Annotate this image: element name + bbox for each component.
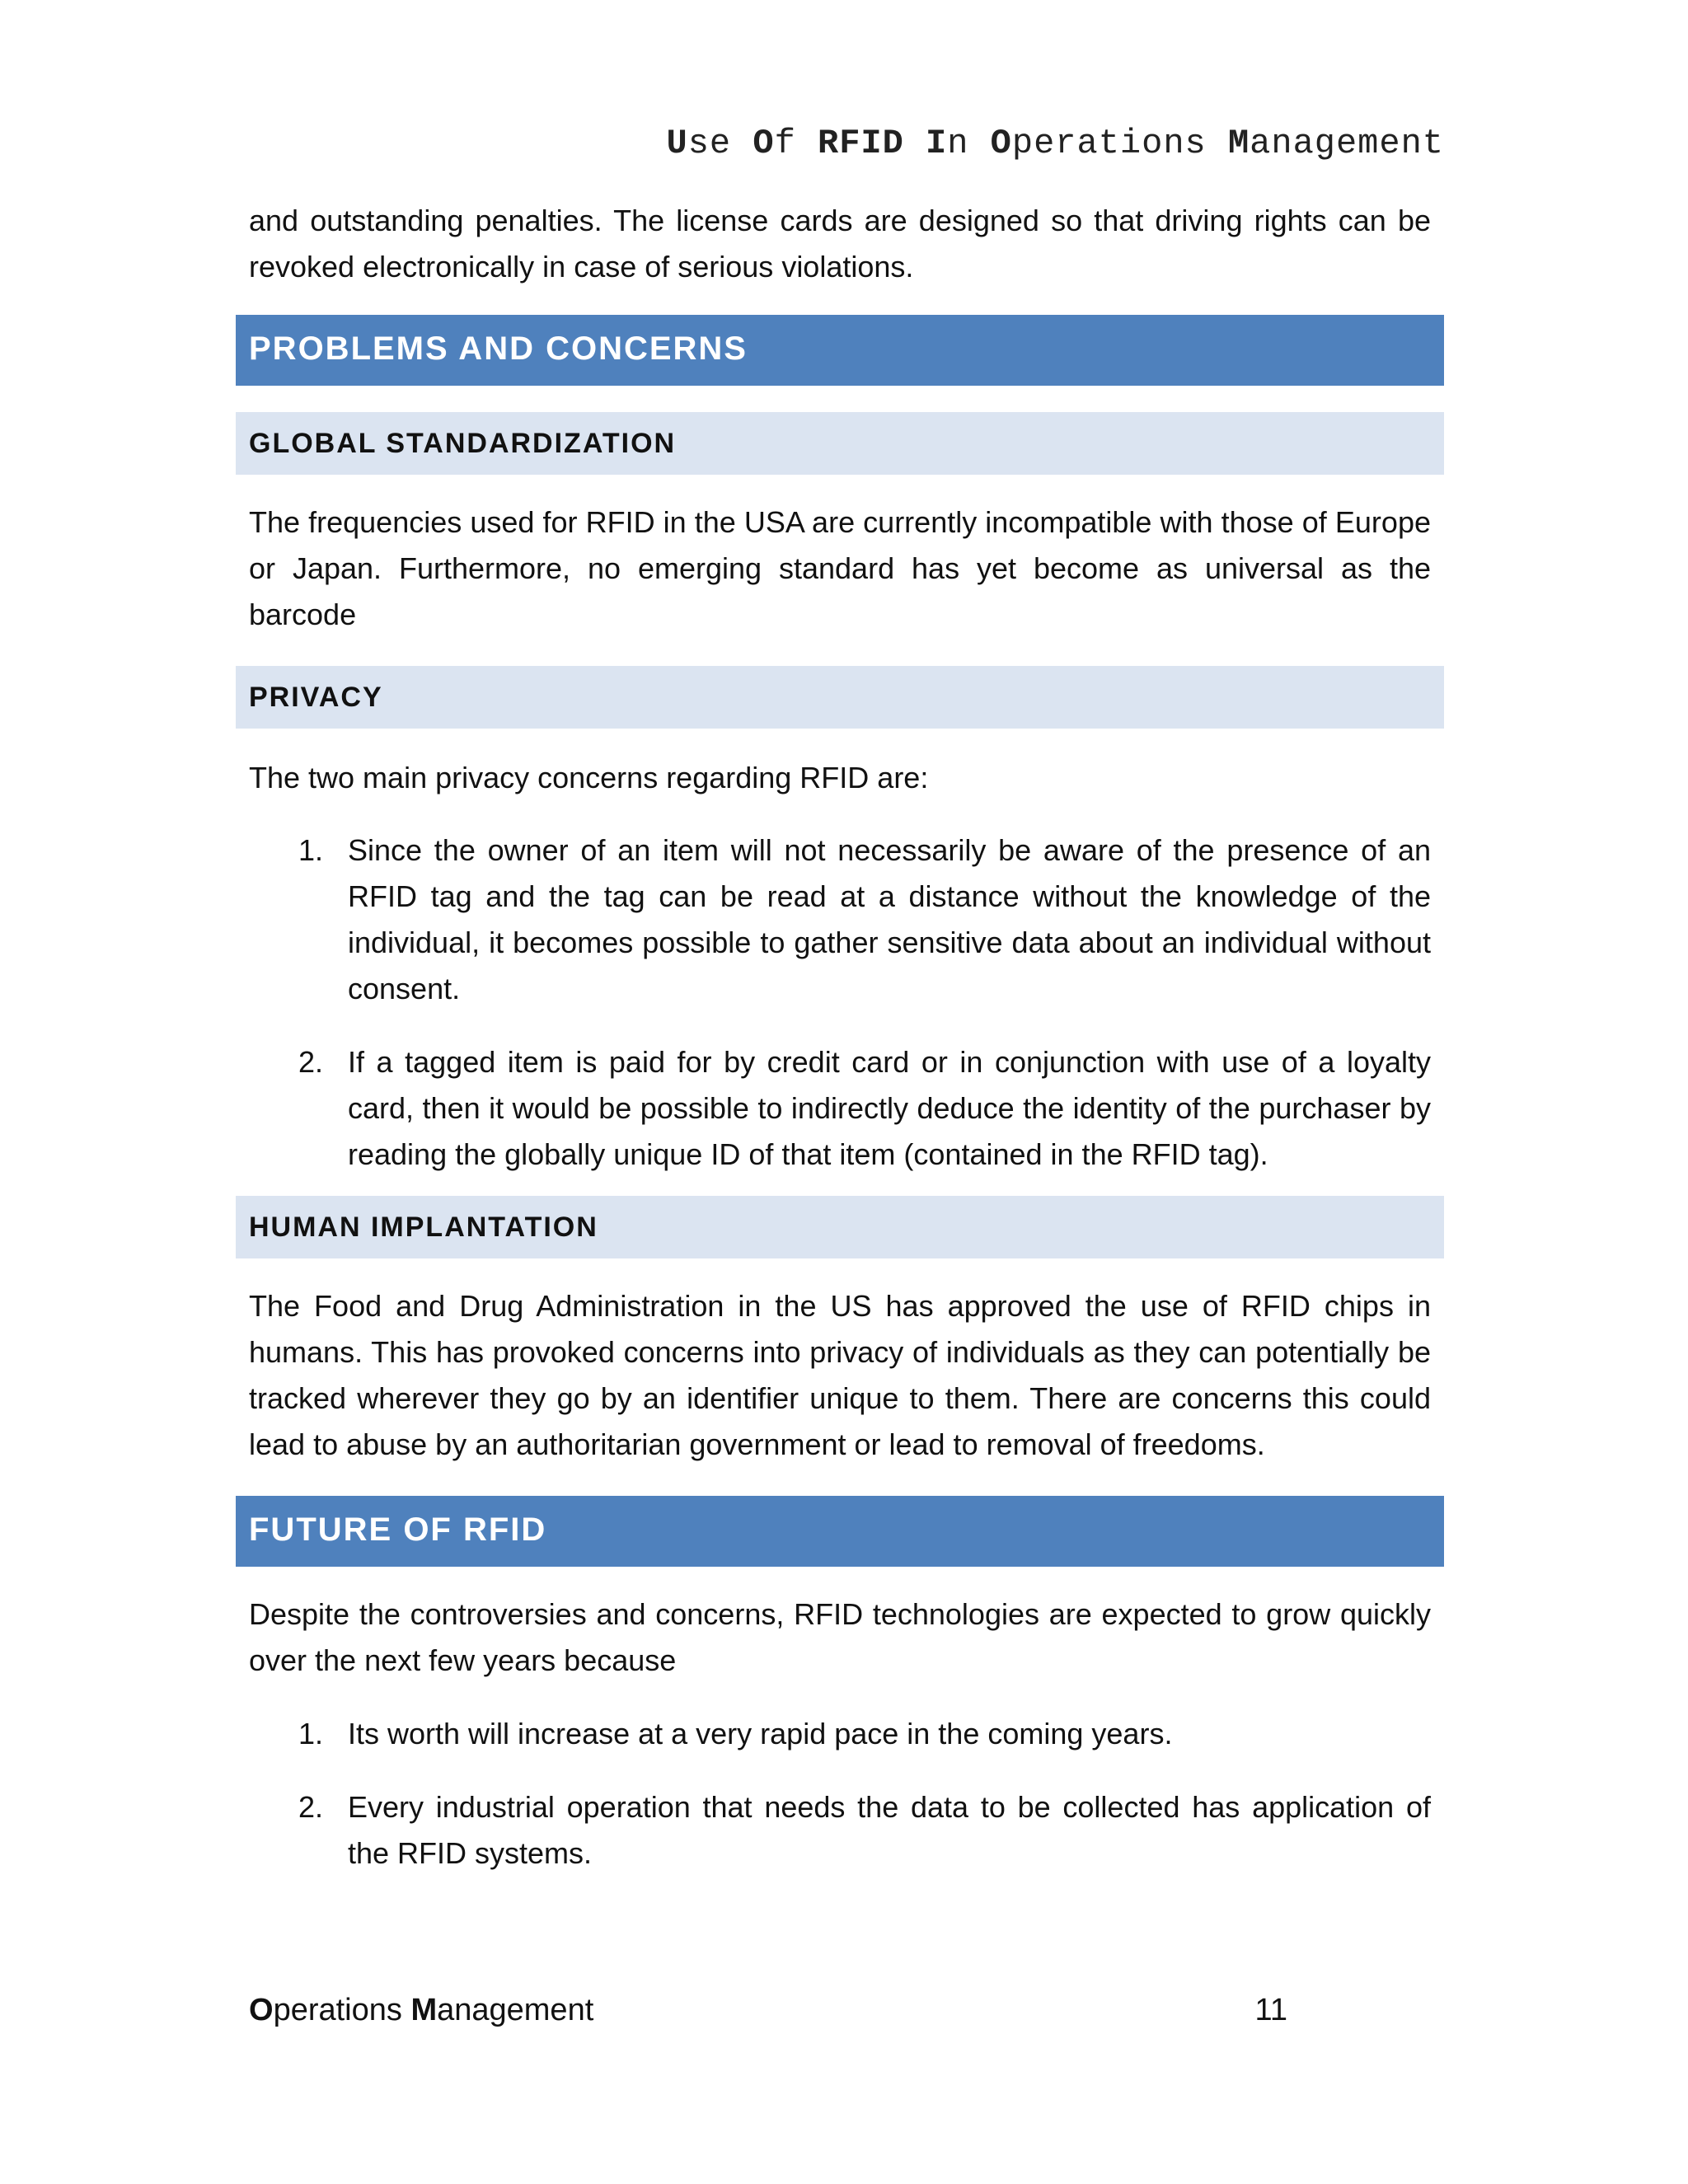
footer-title bbox=[249, 1993, 593, 2028]
list-item-number: 1. bbox=[298, 833, 324, 867]
list-item bbox=[298, 1039, 1431, 1178]
list-item-text: Every industrial operation that needs the data to be collected has application of the RFID systems. bbox=[348, 1790, 1431, 1870]
header-word: perations bbox=[1011, 124, 1228, 163]
human-implantation-paragraph: The Food and Drug Administration in the US has approved the use of RFID chips in humans. This has provoked concerns into privacy of individuals as they can potentially be tracked wherever they go by an identifier unique to them. There are concerns this could lead to abuse by an authoritarian government or lead to removal of freedoms. bbox=[249, 1289, 1431, 1461]
intro-paragraph: and outstanding penalties. The license cards are designed so that driving rights can be revoked electronically in case of serious violations. bbox=[249, 204, 1431, 284]
heading-problems-and-concerns: PROBLEMS AND CONCERNS bbox=[236, 315, 1444, 386]
footer-word: anagement bbox=[437, 1993, 594, 2027]
future-paragraph: Despite the controversies and concerns, RFID technologies are expected to grow quickly over the next few years because bbox=[249, 1597, 1431, 1677]
header-initial: I bbox=[926, 124, 948, 163]
privacy-paragraph: The two main privacy concerns regarding RFID are: bbox=[249, 761, 929, 794]
list-item-number: 1. bbox=[298, 1717, 324, 1750]
header-word bbox=[904, 124, 926, 163]
list-item-number: 2. bbox=[298, 1045, 324, 1079]
header-word: n bbox=[947, 124, 991, 163]
list-item-number: 2. bbox=[298, 1790, 324, 1824]
heading-privacy: PRIVACY bbox=[236, 666, 1444, 729]
list-item-text: If a tagged item is paid for by credit card or in conjunction with use of a loyalty card, then it would be possible to indirectly deduce the identity of the purchaser by reading the globally unique ID of that item (contained in the RFID tag). bbox=[348, 1045, 1431, 1171]
header-word: se bbox=[687, 124, 753, 163]
list-item bbox=[298, 1784, 1431, 1877]
global-standardization-paragraph: The frequencies used for RFID in the USA are currently incompatible with those of Europe or Japan. Furthermore, no emerging standard has yet become as universal as the barcode bbox=[249, 505, 1431, 631]
list-item-text: Since the owner of an item will not necessarily be aware of the presence of an RFID tag and the tag can be read at a distance without the knowledge of the individual, it becomes possible to gather sensitive data about an individual without consent. bbox=[348, 833, 1431, 1005]
footer-word: perations bbox=[273, 1993, 411, 2027]
list-item bbox=[298, 1711, 1431, 1757]
heading-human-implantation: HUMAN IMPLANTATION bbox=[236, 1196, 1444, 1258]
list-item-text: Its worth will increase at a very rapid pace in the coming years. bbox=[348, 1717, 1173, 1750]
future-reasons-list bbox=[236, 1711, 1444, 1877]
footer-initial: O bbox=[249, 1993, 274, 2027]
header-word: f bbox=[774, 124, 818, 163]
privacy-concerns-list bbox=[236, 827, 1444, 1178]
header-initial: RFID bbox=[817, 124, 904, 163]
footer-initial: M bbox=[410, 1993, 438, 2027]
list-item bbox=[298, 827, 1431, 1012]
header-initial: M bbox=[1227, 124, 1250, 163]
header-initial: U bbox=[666, 124, 688, 163]
header-initial: O bbox=[753, 124, 775, 163]
heading-global-standardization: GLOBAL STANDARDIZATION bbox=[236, 412, 1444, 475]
heading-future-of-rfid: FUTURE OF RFID bbox=[236, 1496, 1444, 1567]
running-header bbox=[667, 124, 1445, 163]
header-initial: O bbox=[990, 124, 1012, 163]
header-word: anagement bbox=[1250, 124, 1444, 163]
page-content bbox=[236, 198, 1444, 1877]
page-number: 11 bbox=[1254, 1993, 1287, 2027]
page-footer bbox=[249, 1993, 1287, 2028]
